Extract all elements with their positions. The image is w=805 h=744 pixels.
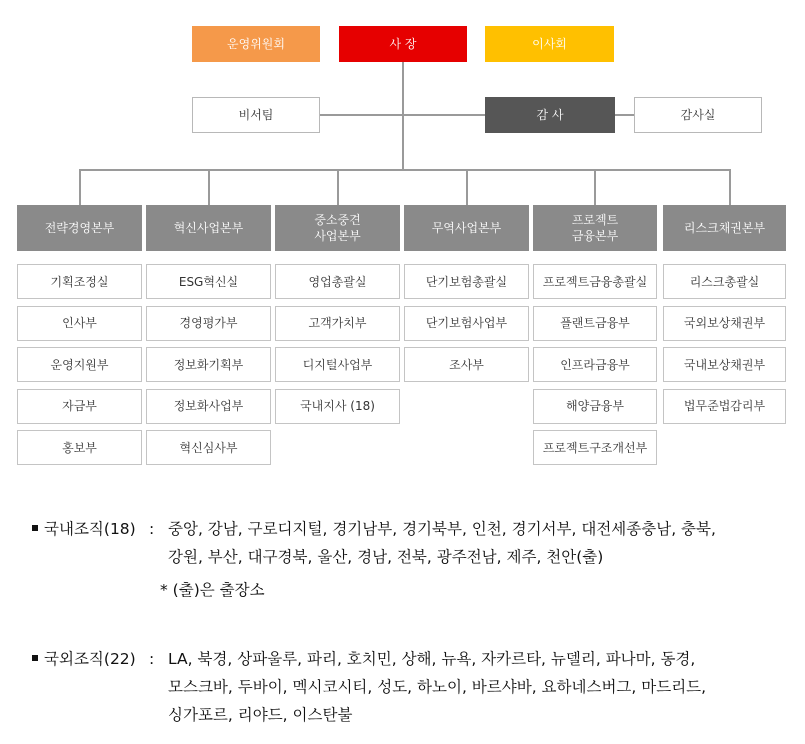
unit-label: ESG혁신실 [178, 274, 239, 289]
auditor-box [485, 97, 615, 133]
domestic-footnote: * (출)은 출장소 [160, 581, 265, 599]
division-strategy-unit [17, 389, 142, 424]
unit-label: 정보화사업부 [173, 399, 244, 413]
division-risk-unit [663, 347, 786, 382]
division-trade-unit [404, 264, 529, 299]
division-bus-line [79, 169, 730, 171]
division-sme-unit [275, 347, 400, 382]
division-project-finance-label: 프로젝트 금융본부 [571, 213, 619, 243]
unit-label: 인사부 [62, 316, 97, 330]
unit-label: 국외보상채권부 [683, 316, 766, 330]
unit-label: 프로젝트금융총괄실 [542, 274, 648, 289]
unit-label: 기획조정실 [50, 274, 109, 289]
division-innovation-unit [146, 347, 271, 382]
unit-label: 경영평가부 [179, 316, 238, 330]
division-trade-unit [404, 347, 529, 382]
unit-label: 영업총괄실 [308, 274, 367, 289]
division-risk-label: 리스크채권본부 [683, 221, 766, 235]
division-innovation-unit [146, 430, 271, 465]
division-drop-1 [79, 169, 81, 205]
division-trade-label: 무역사업본부 [431, 221, 502, 235]
unit-label: 홍보부 [62, 440, 97, 455]
division-trade-unit [404, 306, 529, 341]
auditor-connector [403, 114, 485, 116]
division-risk-header [663, 205, 786, 251]
ceo-box [339, 26, 467, 62]
division-drop-6 [729, 169, 731, 205]
domestic-separator: : [149, 520, 155, 538]
division-drop-2 [208, 169, 210, 205]
division-drop-5 [594, 169, 596, 205]
domestic-label: 국내조직(18) [44, 520, 136, 538]
bullet-square-icon [32, 655, 38, 661]
division-sme-unit [275, 306, 400, 341]
secretary-team-box [192, 97, 320, 133]
division-trade-header [404, 205, 529, 251]
division-innovation-unit [146, 389, 271, 424]
unit-label: 인프라금융부 [560, 357, 630, 372]
secretary-team-label: 비서팀 [238, 108, 274, 122]
division-project-finance-unit [533, 389, 657, 424]
ceo-trunk-line [402, 62, 404, 169]
division-project-finance-unit [533, 264, 657, 299]
division-innovation-unit [146, 264, 271, 299]
overseas-line-1: LA, 북경, 상파울루, 파리, 호치민, 상해, 뉴욕, 자카르타, 뉴델리, 파나마, 동경, [168, 650, 696, 668]
division-risk-unit [663, 306, 786, 341]
division-strategy-unit [17, 306, 142, 341]
ceo-label: 사 장 [389, 37, 417, 51]
audit-office-connector [615, 114, 634, 116]
unit-label: 리스크총괄실 [689, 274, 760, 289]
overseas-line-3: 싱가포르, 리야드, 이스탄불 [168, 706, 353, 724]
unit-label: 프로젝트구조개선부 [542, 440, 648, 455]
audit-office-label: 감사실 [680, 108, 716, 122]
operating-committee-box [192, 26, 320, 62]
division-innovation-unit [146, 306, 271, 341]
secretary-connector [320, 114, 403, 116]
division-drop-4 [466, 169, 468, 205]
division-project-finance-unit [533, 306, 657, 341]
division-project-finance-unit [533, 430, 657, 465]
domestic-notes [32, 516, 792, 606]
auditor-label: 감 사 [536, 108, 564, 122]
bullet-square-icon [32, 525, 38, 531]
unit-label: 플랜트금융부 [560, 316, 630, 330]
unit-label: 단기보험사업부 [425, 316, 508, 330]
division-strategy-header [17, 205, 142, 251]
domestic-line-1: 중앙, 강남, 구로디지털, 경기남부, 경기북부, 인천, 경기서부, 대전세종충남, 충북, [168, 520, 716, 538]
audit-office-box [634, 97, 762, 133]
unit-label: 국내지사 (18) [300, 399, 375, 413]
overseas-separator: : [149, 650, 155, 668]
unit-label: 단기보험총괄실 [425, 274, 508, 289]
unit-label: 디지털사업부 [302, 357, 373, 372]
unit-label: 조사부 [449, 357, 484, 372]
division-risk-unit [663, 389, 786, 424]
overseas-line-2: 모스크바, 두바이, 멕시코시티, 성도, 하노이, 바르샤바, 요하네스버그, 마드리드, [168, 678, 707, 696]
unit-label: 해양금융부 [566, 399, 624, 413]
division-strategy-unit [17, 264, 142, 299]
division-innovation-label: 혁신사업본부 [173, 221, 244, 235]
operating-committee-label: 운영위원회 [227, 37, 285, 51]
unit-label: 자금부 [62, 399, 97, 413]
division-project-finance-header [533, 205, 657, 251]
overseas-notes [32, 646, 792, 736]
board-box [485, 26, 614, 62]
board-label: 이사회 [532, 37, 567, 51]
unit-label: 정보화기획부 [173, 357, 244, 372]
unit-label: 법무준법감리부 [683, 399, 766, 413]
division-sme-label: 중소중견 사업본부 [314, 213, 361, 243]
division-sme-unit [275, 389, 400, 424]
domestic-line-2: 강원, 부산, 대구경북, 울산, 경남, 전북, 광주전남, 제주, 천안(출) [168, 548, 604, 566]
division-innovation-header [146, 205, 271, 251]
unit-label: 혁신심사부 [179, 440, 238, 455]
division-strategy-unit [17, 347, 142, 382]
division-risk-unit [663, 264, 786, 299]
division-drop-3 [337, 169, 339, 205]
unit-label: 운영지원부 [50, 357, 109, 372]
unit-label: 국내보상채권부 [683, 357, 766, 372]
division-project-finance-unit [533, 347, 657, 382]
division-strategy-unit [17, 430, 142, 465]
division-strategy-label: 전략경영본부 [44, 221, 115, 235]
division-sme-unit [275, 264, 400, 299]
overseas-label: 국외조직(22) [44, 650, 136, 668]
unit-label: 고객가치부 [308, 316, 367, 330]
division-sme-header [275, 205, 400, 251]
